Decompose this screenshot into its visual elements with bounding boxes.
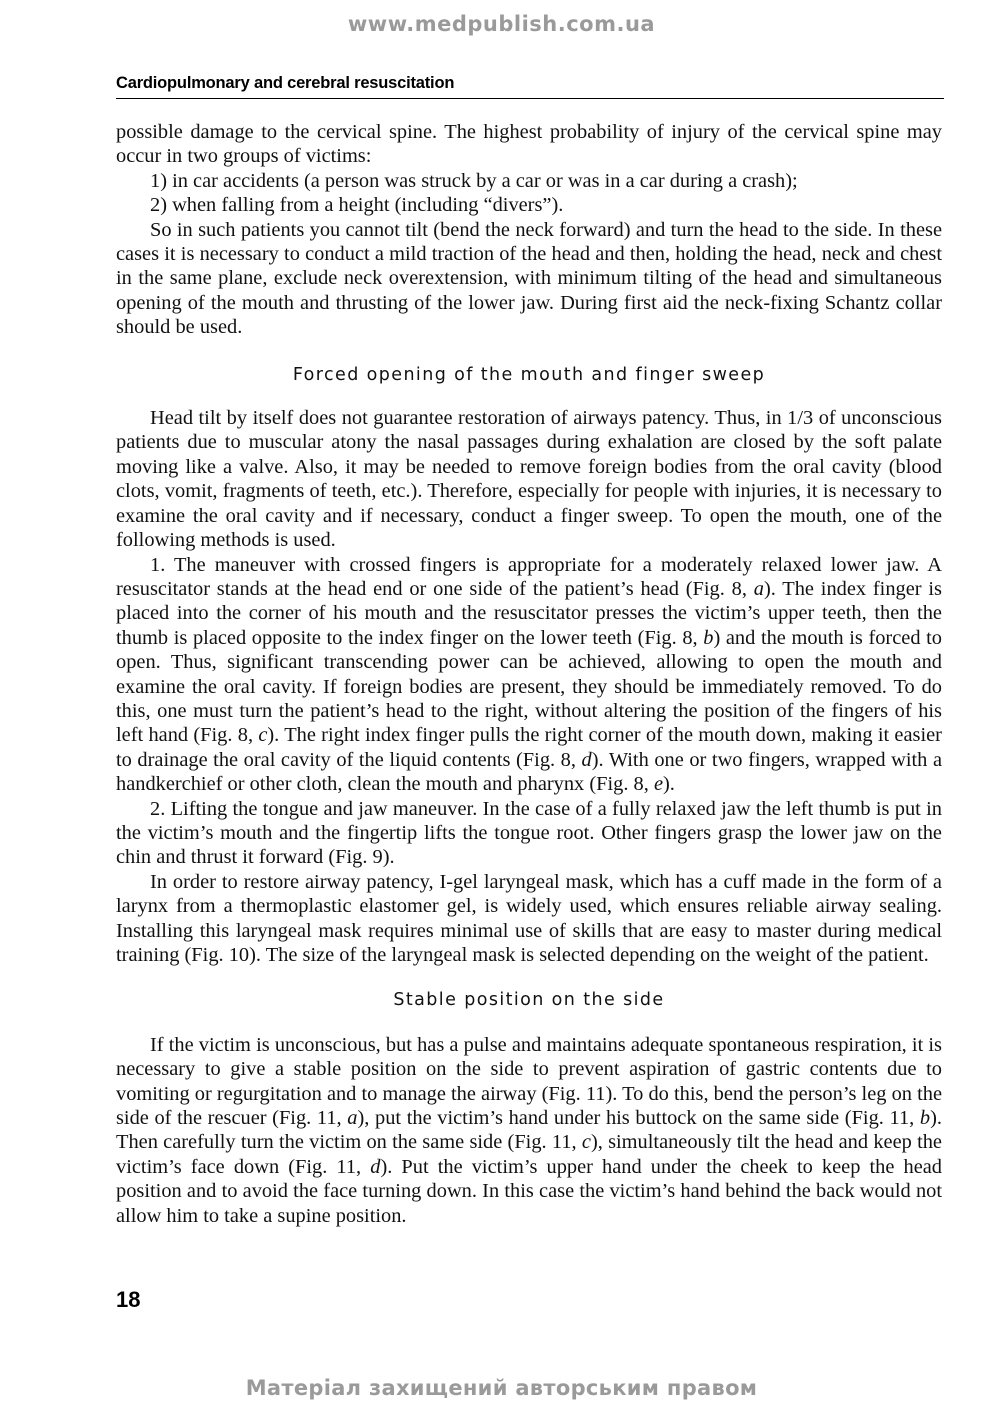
paragraph-text: ), simultaneously tilt the head and keep the victim’s face down (Fig. 11, — [116, 1131, 942, 1178]
section-heading: Stable position on the side — [393, 990, 665, 1011]
paragraph: In order to restore airway patency, I-gel laryngeal mask, which has a cuff made in the form of a larynx from a thermoplastic elastomer gel, is widely used, which ensures reliable airway sealing. Installing this laryngeal mask requires minimal use of skills that are easy to master during medical training (Fig. 10). The size of the laryngeal mask is selected depending on the weight of the patient. — [116, 870, 942, 966]
paragraph — [116, 553, 942, 797]
figure-letter: b — [703, 626, 714, 649]
figure-letter: d — [370, 1155, 381, 1178]
figure-letter: d — [581, 748, 592, 771]
paragraph-text: ). Then carefully turn the victim on the same side (Fig. 11, — [116, 1107, 942, 1154]
paragraph-text: ). The right index finger pulls the right corner of the mouth down, making it easier to drainage the oral cavity of the liquid contents (Fig. 8, — [116, 724, 942, 771]
figure-letter: a — [347, 1107, 358, 1130]
list-item: 1) in car accidents (a person was struck by a car or was in a car during a crash); — [150, 169, 798, 192]
paragraph-text: 1. The maneuver with crossed fingers is appropriate for a moderately relaxed lower jaw. A resuscitator stands at the head end or one side of the patient’s head (Fig. 8, — [116, 553, 942, 600]
figure-letter: e — [653, 773, 663, 796]
site-url-watermark: www.medpublish.com.ua — [347, 12, 656, 36]
copyright-watermark: Матеріал захищений авторським правом — [245, 1376, 758, 1400]
paragraph: possible damage to the cervical spine. The highest probability of injury of the cervical spine may occur in two groups of victims: — [116, 121, 942, 168]
paragraph-text: ). The index finger is placed into the corner of his mouth and the resuscitator presses the victim’s upper teeth, then the thumb is placed opposite to the index finger on the lower teeth (Fig. 8, — [116, 577, 942, 649]
section-heading: Forced opening of the mouth and finger sweep — [292, 364, 766, 385]
running-head: Cardiopulmonary and cerebral resuscitation — [116, 74, 944, 99]
paragraph-text: ). — [663, 773, 675, 796]
paragraph-text: If the victim is unconscious, but has a pulse and maintains adequate spontaneous respiration, it is necessary to give a stable position on the side to prevent aspiration of gastric contents due to vomiting or regurgitation and to manage the airway (Fig. 11). To do this, bend the person’s leg on the side of the rescuer (Fig. 11, — [116, 1033, 942, 1130]
list-item: 2) when falling from a height (including “divers”). — [150, 194, 564, 217]
paragraph-text: ). Put the victim’s upper hand under the cheek to keep the head position and to avoid the face turning down. In this case the victim’s hand behind the back would not allow him to take a supine position. — [116, 1155, 942, 1227]
paragraph-text: ) and the mouth is forced to open. Thus, significant transcending power can be achieved, allowing to open the mouth and examine the oral cavity. If foreign bodies are present, they should be immediately removed. To do this, one must turn the patient’s head to the right, without altering the position of the fingers of his left hand (Fig. 8, — [116, 626, 943, 747]
paragraph: So in such patients you cannot tilt (bend the neck forward) and turn the head to the side. In these cases it is necessary to conduct a mild traction of the head and then, holding the head, neck and chest in the same plane, exclude neck overextension, with minimum tilting of the head and simultaneous opening of the mouth and thrusting of the lower jaw. During first aid the neck-fixing Schantz collar should be used. — [116, 218, 942, 339]
page-body — [116, 120, 942, 1228]
figure-letter: c — [258, 724, 268, 747]
paragraph — [116, 1033, 942, 1228]
figure-letter: a — [753, 577, 764, 600]
figure-letter: c — [581, 1131, 591, 1154]
page-number: 18 — [116, 1287, 141, 1312]
figure-letter: b — [919, 1107, 931, 1130]
paragraph-text: ), put the victim’s hand under his buttock on the same side (Fig. 11, — [357, 1107, 920, 1130]
paragraph: 2. Lifting the tongue and jaw maneuver. In the case of a fully relaxed jaw the left thumb is put in the victim’s mouth and the fingertip lifts the tongue root. Other fingers grasp the lower jaw on the chin and thrust it forward (Fig. 9). — [116, 797, 942, 869]
paragraph: Head tilt by itself does not guarantee restoration of airways patency. Thus, in 1/3 of unconscious patients due to muscular atony the nasal passages during exhalation are closed by the soft palate moving like a valve. Also, it may be needed to remove foreign bodies from the oral cavity (blood clots, vomit, fragments of teeth, etc.). Therefore, especially for people with injuries, it is necessary to examine the oral cavity and if necessary, conduct a finger sweep. To open the mouth, one of the following methods is used. — [116, 407, 942, 552]
paragraph-text: ). With one or two fingers, wrapped with a handkerchief or other cloth, clean the mouth and pharynx (Fig. 8, — [116, 748, 942, 796]
